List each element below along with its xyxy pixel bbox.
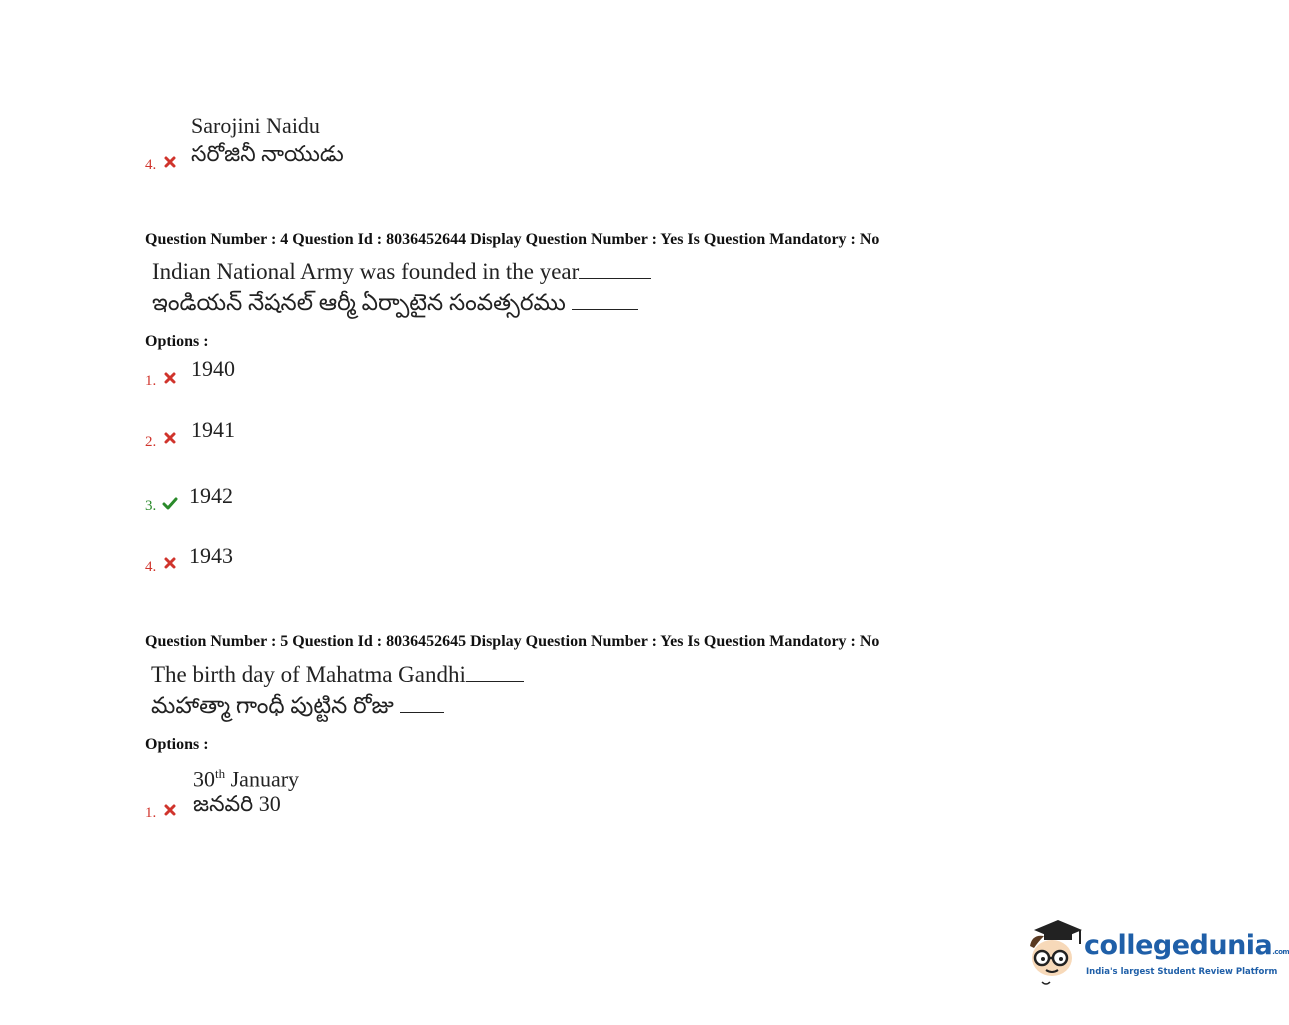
option-1-ordinal: th — [215, 766, 226, 781]
option-1-text-en — [193, 760, 299, 793]
option-4-number: 4. — [145, 559, 157, 575]
question-5-stem-te-text: మహాత్మా గాంధీ పుట్టిన రోజు — [151, 693, 394, 718]
option-3-text: 1942 — [189, 483, 233, 508]
question-4-stem-te — [152, 288, 638, 318]
logo-suffix: .com — [1272, 948, 1289, 956]
option-1-day: 30 — [193, 766, 215, 792]
option-4-text-te: సరోజినీ నాయుడు — [191, 141, 344, 166]
option-4-text-en: Sarojini Naidu — [191, 113, 320, 138]
answer-blank — [400, 694, 444, 713]
answer-blank — [466, 663, 524, 682]
question-4-header: Question Number : 4 Question Id : 8036452644 Display Question Number : Yes Is Question Mandatory : No — [145, 231, 880, 248]
option-1-month: January — [225, 766, 300, 792]
options-label: Options : — [145, 333, 209, 350]
wrong-cross-icon — [164, 372, 176, 384]
answer-blank — [572, 291, 638, 310]
collegedunia-logo — [1024, 916, 1289, 990]
option-1-text: 1940 — [191, 356, 235, 381]
question-4-stem-en — [152, 257, 651, 287]
wrong-cross-icon — [164, 432, 176, 444]
option-4-number: 4. — [145, 157, 157, 173]
question-4-stem-en-text: Indian National Army was founded in the year — [152, 259, 580, 284]
question-4-stem-te-text: ఇండియన్ నేషనల్ ఆర్మీ ఏర్పాటైన సంవత్సరము — [152, 290, 566, 315]
option-2-number: 2. — [145, 434, 157, 450]
option-4-text: 1943 — [189, 543, 233, 568]
question-5-stem-en-text: The birth day of Mahatma Gandhi — [151, 662, 466, 687]
options-label: Options : — [145, 736, 209, 753]
option-1-number: 1. — [145, 805, 157, 821]
mascot-icon — [1024, 916, 1086, 986]
wrong-cross-icon — [164, 156, 176, 168]
correct-check-icon — [162, 497, 178, 511]
question-5-stem-te — [151, 691, 444, 721]
question-5-stem-en — [151, 660, 524, 690]
logo-tagline: India's largest Student Review Platform — [1086, 967, 1278, 977]
wrong-cross-icon — [164, 557, 176, 569]
answer-blank — [579, 260, 651, 279]
wrong-cross-icon — [164, 804, 176, 816]
logo-wordmark — [1084, 930, 1289, 961]
option-1-number: 1. — [145, 373, 157, 389]
logo-name: collegedunia — [1084, 930, 1273, 961]
question-5-header: Question Number : 5 Question Id : 8036452645 Display Question Number : Yes Is Question Mandatory : No — [145, 633, 880, 650]
option-2-text: 1941 — [191, 417, 235, 442]
option-1-text-te: జనవరి 30 — [193, 791, 281, 816]
option-3-number: 3. — [145, 498, 157, 514]
